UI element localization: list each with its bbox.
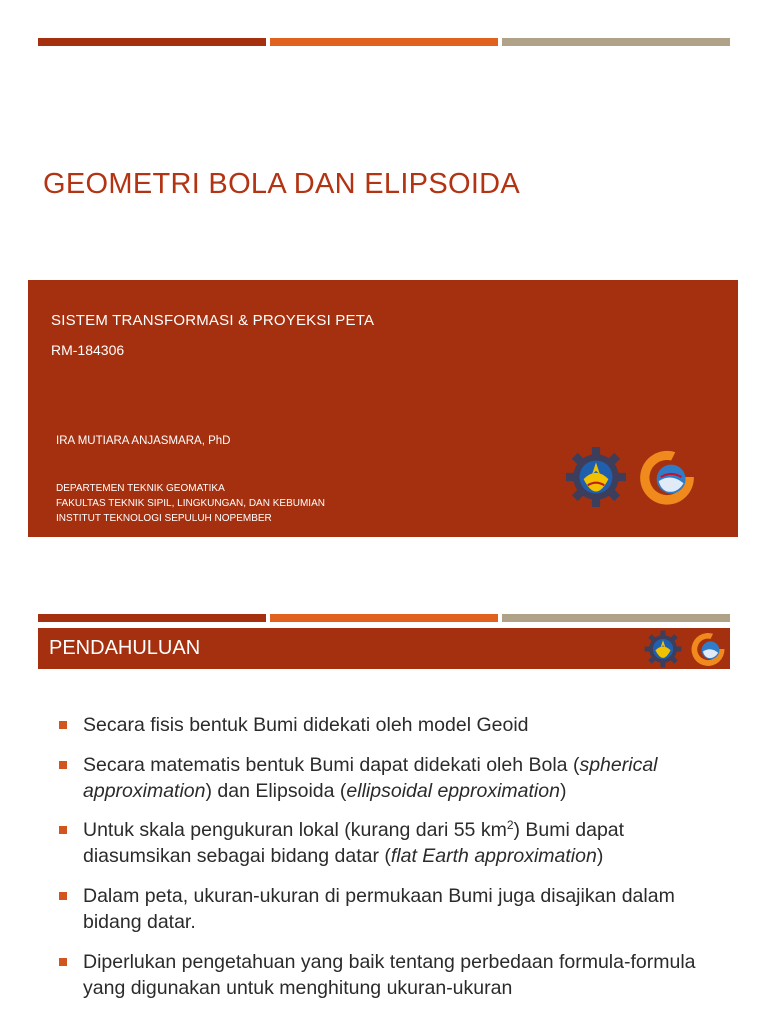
accent-bar-tan — [502, 38, 730, 46]
list-item — [58, 712, 730, 738]
subtitle-band — [28, 280, 738, 537]
bullet-text: ) dan Elipsoida ( — [205, 780, 347, 802]
section-accent-bars — [38, 614, 730, 622]
bullet-italic-text: spherical approximation — [83, 754, 658, 802]
list-item — [58, 883, 730, 935]
author-name: IRA MUTIARA ANJASMARA, PhD — [56, 435, 231, 447]
bullet-marker — [59, 826, 67, 834]
bullet-text: ) — [596, 845, 604, 867]
bullet-marker — [59, 892, 67, 900]
bullet-text: ) Bumi dapat diasumsikan sebagai bidang datar ( — [83, 819, 625, 867]
affiliation-line: FAKULTAS TEKNIK SIPIL, LINGKUNGAN, DAN KEBUMIAN — [56, 498, 325, 509]
accent-bar-tan — [502, 614, 730, 622]
top-accent-bars — [38, 38, 730, 46]
accent-bar-red — [38, 614, 266, 622]
section-header — [38, 628, 730, 669]
list-item — [58, 752, 730, 804]
bullet-text: Secara fisis bentuk Bumi didekati oleh model Geoid — [83, 714, 529, 736]
geomatics-logo-icon — [636, 446, 698, 508]
bullet-text: Secara matematis bentuk Bumi dapat didekati oleh Bola ( — [83, 754, 580, 776]
geomatics-logo-icon — [689, 630, 727, 668]
bullet-text: ) — [559, 780, 567, 802]
bullet-marker — [59, 721, 67, 729]
bullet-italic-text: ellipsoidal epproximation — [346, 780, 560, 802]
its-logo-icon — [565, 446, 627, 508]
accent-bar-orange — [270, 38, 498, 46]
superscript: 2 — [506, 818, 514, 832]
accent-bar-red — [38, 38, 266, 46]
list-item — [58, 817, 730, 869]
bullet-italic-text: flat Earth approximation — [390, 845, 597, 867]
bullet-text: Dalam peta, ukuran-ukuran di permukaan Bumi juga disajikan dalam bidang datar. — [83, 885, 675, 933]
list-item — [58, 949, 730, 1001]
bullet-marker — [59, 958, 67, 966]
course-name: SISTEM TRANSFORMASI & PROYEKSI PETA — [51, 312, 375, 329]
accent-bar-orange — [270, 614, 498, 622]
affiliation — [56, 481, 325, 526]
affiliation-line: INSTITUT TEKNOLOGI SEPULUH NOPEMBER — [56, 513, 272, 524]
section-title: PENDAHULUAN — [49, 637, 201, 659]
bullet-list — [58, 712, 730, 1015]
affiliation-line: DEPARTEMEN TEKNIK GEOMATIKA — [56, 483, 225, 494]
slide-title: GEOMETRI BOLA DAN ELIPSOIDA — [43, 168, 521, 200]
course-code: RM-184306 — [51, 342, 125, 358]
bullet-marker — [59, 761, 67, 769]
bullet-text: Untuk skala pengukuran lokal (kurang dari 55 km — [83, 819, 507, 841]
its-logo-icon — [644, 630, 682, 668]
bullet-text: Diperlukan pengetahuan yang baik tentang perbedaan formula-formula yang digunakan untuk menghitung ukuran-ukuran — [83, 951, 696, 999]
